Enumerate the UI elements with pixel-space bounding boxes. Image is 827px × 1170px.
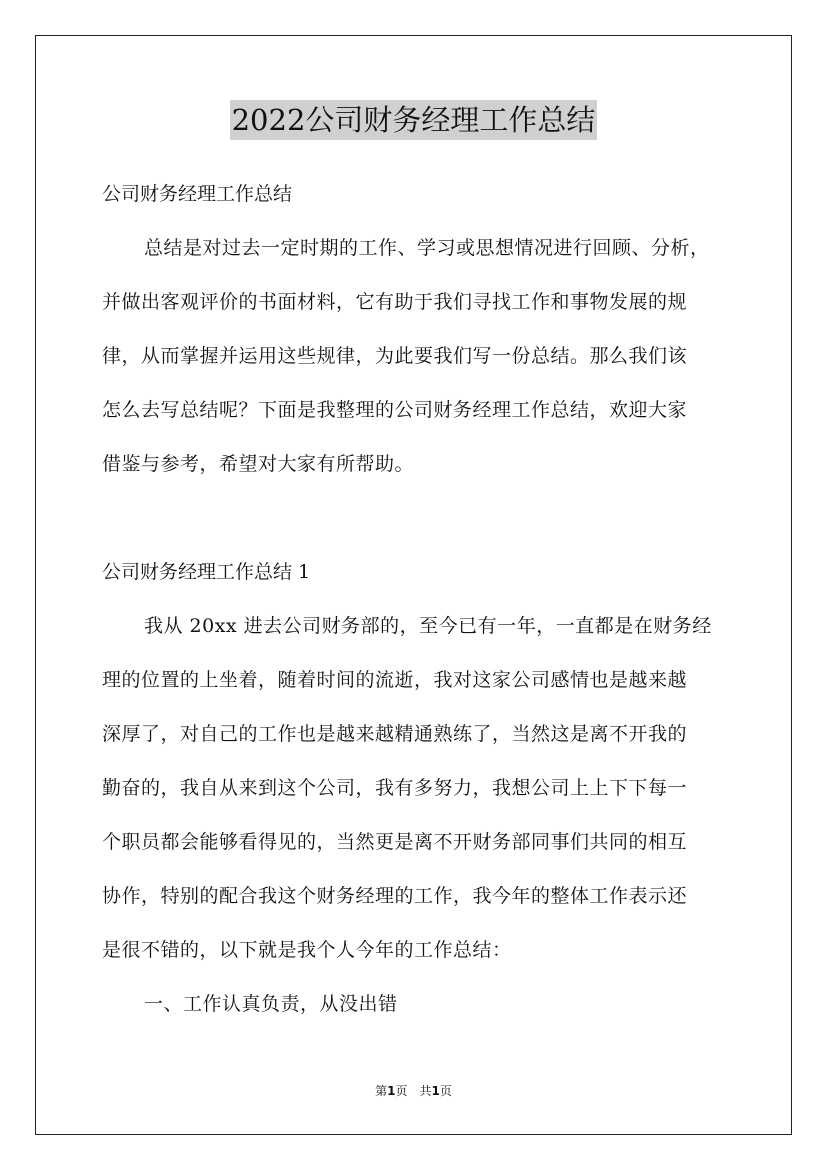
body-line: 理的位置的上坐着，随着时间的流逝，我对这家公司感情也是越来越	[102, 669, 688, 691]
body-line: 勤奋的，我自从来到这个公司，我有多努力，我想公司上上下下每一	[102, 777, 688, 799]
footer-prefix: 第	[375, 1084, 388, 1098]
footer-suffix: 页	[439, 1084, 452, 1098]
intro-line: 并做出客观评价的书面材料，它有助于我们寻找工作和事物发展的规	[102, 291, 688, 313]
intro-line: 总结是对过去一定时期的工作、学习或思想情况进行回顾、分析，	[144, 237, 710, 259]
intro-line: 律，从而掌握并运用这些规律，为此要我们写一份总结。那么我们该	[102, 345, 688, 367]
intro-line: 怎么去写总结呢？下面是我整理的公司财务经理工作总结，欢迎大家	[102, 399, 688, 421]
section-heading-main: 公司财务经理工作总结	[102, 183, 293, 205]
body-line: 深厚了，对自己的工作也是越来越精通熟练了，当然这是离不开我的	[102, 723, 688, 745]
page-footer	[0, 1083, 827, 1099]
footer-page-number: 1	[387, 1084, 396, 1098]
footer-mid: 页 共	[395, 1084, 432, 1098]
document-title: 2022公司财务经理工作总结	[230, 100, 598, 140]
section-heading-1: 公司财务经理工作总结 1	[102, 561, 311, 583]
document-title-container	[0, 100, 827, 140]
body-line: 是很不错的，以下就是我个人今年的工作总结：	[102, 939, 512, 961]
intro-line: 借鉴与参考，希望对大家有所帮助。	[102, 453, 415, 475]
footer-page-total: 1	[431, 1084, 440, 1098]
body-line: 协作，特别的配合我这个财务经理的工作，我今年的整体工作表示还	[102, 885, 688, 907]
body-line: 我从 20xx 进去公司财务部的，至今已有一年，一直都是在财务经	[144, 615, 712, 637]
body-line: 个职员都会能够看得见的，当然更是离不开财务部同事们共同的相互	[102, 831, 688, 853]
subheading: 一、工作认真负责，从没出错	[144, 993, 398, 1015]
